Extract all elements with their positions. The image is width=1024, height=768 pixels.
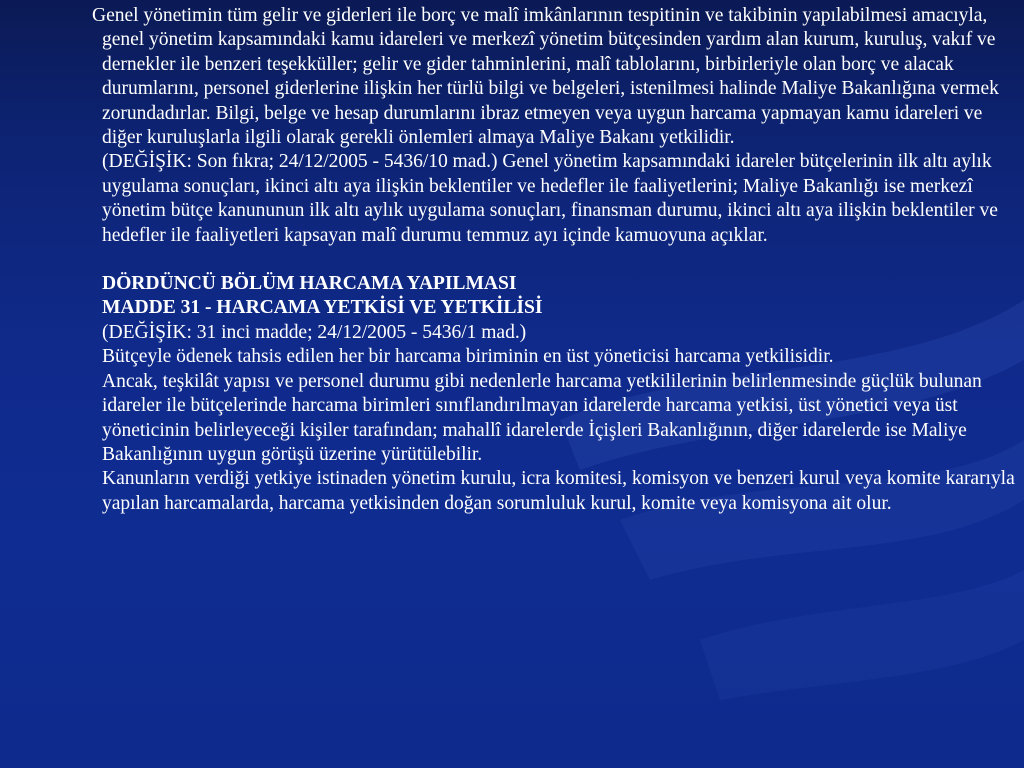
- paragraph-tespit: Genel yönetimin tüm gelir ve giderleri ile borç ve malî imkânlarının tespitinin ve takibinin yapılabilmesi amacıyla, genel yönetim kapsamındaki kamu idareleri ve merkezî yönetim bütçesinden yardım alan kurum, kuruluş, vakıf ve dernekler ile benzeri teşekküller; gelir ve gider tahminlerini, malî tablolarını, birbirleriyle olan borç ve alacak durumlarını, personel giderlerine ilişkin her türlü bilgi ve belgeleri, istenilmesi halinde Maliye Bakanlığına vermek zorundadırlar. Bilgi, belge ve hesap durumlarını ibraz etmeyen veya uygun harcama yapmayan kamu idareleri ve diğer kuruluşlarla ilgili olarak gerekli önlemleri almaya Maliye Bakanı yetkilidir.: [92, 5, 999, 149]
- article-paragraph-1: Bütçeyle ödenek tahsis edilen her bir harcama biriminin en üst yöneticisi harcama yetkilisidir.: [102, 346, 834, 368]
- paragraph-degisik-son-fikra: (DEĞİŞİK: Son fıkra; 24/12/2005 - 5436/10 mad.) Genel yönetim kapsamındaki idareler bütçelerinin ilk altı aylık uygulama sonuçları, ikinci altı aya ilişkin beklentiler ve hedefler ile faaliyetlerini; Maliye Bakanlığı ise merkezî yönetim bütçe kanununun ilk altı aylık uygulama sonuçları, finansman durumu, ikinci altı aya ilişkin beklentiler ve hedefler ile faaliyetleri kapsayan malî durumu temmuz ayı içinde kamuoyuna açıklar.: [102, 151, 998, 246]
- article-paragraph-2: Ancak, teşkilât yapısı ve personel durumu gibi nedenlerle harcama yetkililerinin belirlenmesinde güçlük bulunan idareler ile bütçelerinde harcama birimleri sınıflandırılmayan idarelerde harcama yetkisi, üst yönetici veya üst yöneticinin belirleyeceği kişiler tarafından; mahallî idarelerde İçişleri Bakanlığının, diğer idarelerde ise Maliye Bakanlığının uygun görüşü üzerine yürütülebilir.: [102, 370, 982, 465]
- article-heading: MADDE 31 - HARCAMA YETKİSİ VE YETKİLİSİ: [102, 297, 543, 319]
- amendment-note: (DEĞİŞİK: 31 inci madde; 24/12/2005 - 5436/1 mad.): [102, 321, 527, 343]
- section-heading: DÖRDÜNCÜ BÖLÜM HARCAMA YAPILMASI: [102, 273, 517, 295]
- spacer: [92, 248, 1018, 272]
- article-paragraph-3: Kanunların verdiği yetkiye istinaden yönetim kurulu, icra komitesi, komisyon ve benzeri kurul veya komite kararıyla yapılan harcamalarda, harcama yetkisinden doğan sorumluluk kurul, komite veya komisyona ait olur.: [102, 468, 1015, 514]
- slide-body-text: [92, 4, 1018, 516]
